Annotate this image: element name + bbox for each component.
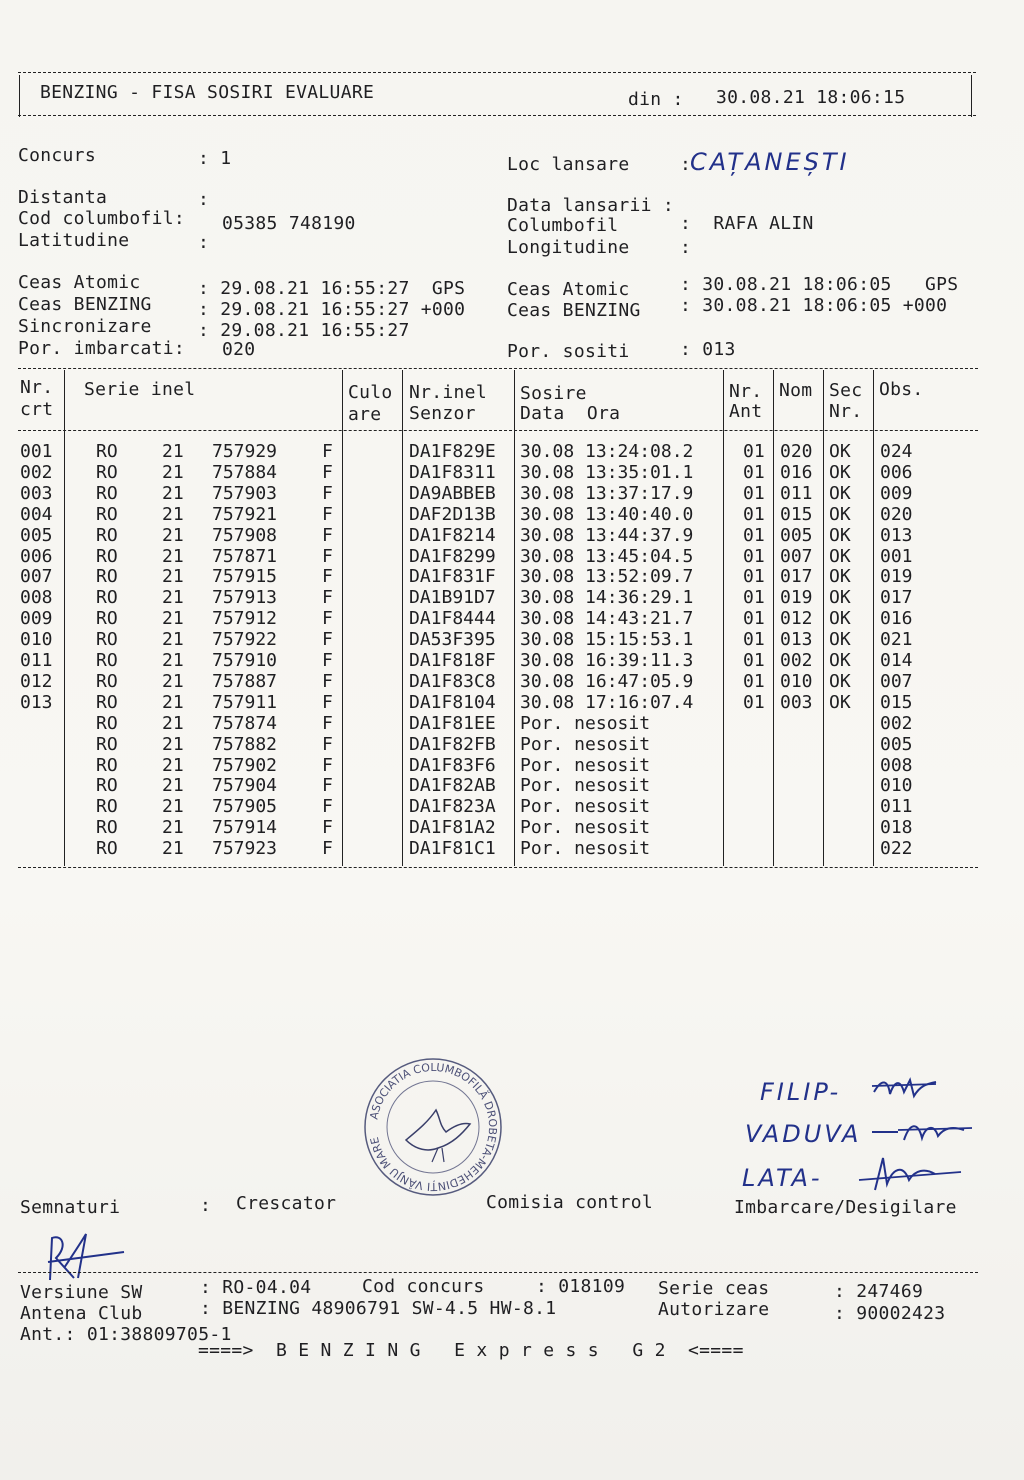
row-year: 21 [162,670,184,692]
table-bottom-border [18,867,978,868]
row-sensor: DA1B91D7 [409,587,496,609]
row-sensor: DA1F831F [409,566,496,588]
cod-columbofil-label: Cod columbofil: [18,208,186,229]
benzing-brand-line: ====> B E N Z I N G E x p r e s s G 2 <==== [198,1340,744,1361]
handwritten-signature-1 [870,1072,940,1106]
col-sep-sosire [723,370,724,866]
row-obs: 009 [880,482,913,504]
row-ant: 01 [743,650,765,671]
row-year: 21 [162,733,184,755]
distanta-label: Distanta [18,187,108,208]
row-year: 21 [162,691,184,713]
row-ant: 01 [743,441,765,462]
row-sex: F [322,566,333,588]
row-country: RO [96,838,118,860]
row-arrival: 30.08 13:52:09.7 [520,566,694,588]
row-country: RO [96,461,118,483]
concurs-label: Concurs [18,145,96,166]
row-sensor: DA9ABBEB [409,482,496,504]
row-obs: 022 [880,838,913,860]
row-sensor: DAF2D13B [409,503,496,525]
row-ant: 01 [743,691,765,713]
row-country: RO [96,650,118,671]
r-ceas-benzing-value: : 30.08.21 18:06:05 +000 [680,295,948,316]
row-arrival: 30.08 15:15:53.1 [520,629,694,651]
row-ring: 757904 [212,775,278,797]
ceas-atomic-value: : 29.08.21 16:55:27 GPS [198,278,466,299]
imbarcati-label: Por. imbarcati: [18,338,186,359]
signatures-label: Semnaturi [20,1197,121,1218]
longitudine-value: : [680,237,692,258]
row-ring: 757871 [212,545,278,567]
data-lansarii-label: Data lansarii : [507,195,675,216]
row-country: RO [96,441,118,462]
row-sec: OK [829,545,851,567]
row-sex: F [322,587,333,609]
row-nr: 005 [20,524,53,546]
row-sensor: DA1F82AB [409,775,496,797]
footer-top-border [18,1272,978,1273]
col-header-are: are [348,404,382,425]
row-obs: 015 [880,691,913,713]
row-ant: 01 [743,670,765,692]
row-arrival: Por. nesosit [520,817,651,839]
cod-concurs-label: Cod concurs [362,1276,485,1297]
row-ring: 757902 [212,754,278,776]
row-obs: 020 [880,503,913,525]
row-sex: F [322,524,333,546]
handwritten-name-1: FILIP- [760,1078,842,1106]
row-sec: OK [829,670,851,692]
col-sep-nom [823,370,824,866]
crescator-label: Crescator [236,1193,337,1214]
col-sep-senzor [514,370,515,866]
header-right-border [971,75,972,117]
serie-ceas-value: : 247469 [834,1281,924,1302]
row-sex: F [322,670,333,692]
sositi-label: Por. sositi [507,341,630,362]
loc-lansare-label: Loc lansare [507,154,630,175]
row-sensor: DA1F8311 [409,461,496,483]
row-arrival: 30.08 13:40:40.0 [520,503,694,525]
row-sensor: DA53F395 [409,629,496,651]
date-value: 30.08.21 18:06:15 [716,87,906,108]
row-sex: F [322,629,333,651]
row-arrival: 30.08 13:44:37.9 [520,524,694,546]
row-sex: F [322,545,333,567]
col-sep-sec [873,370,874,866]
sincronizare-label: Sincronizare [18,316,152,337]
antena-id-line: Ant.: 01:38809705-1 [20,1324,232,1345]
row-sec: OK [829,482,851,504]
row-nom: 010 [780,670,813,692]
row-obs: 014 [880,650,913,671]
row-obs: 001 [880,545,913,567]
row-ant: 01 [743,629,765,651]
document-title: BENZING - FISA SOSIRI EVALUARE [40,82,375,103]
row-arrival: Por. nesosit [520,796,651,818]
row-obs: 008 [880,754,913,776]
row-ring: 757914 [212,817,278,839]
row-country: RO [96,482,118,504]
col-sep-nr [64,370,65,866]
autorizare-label: Autorizare [658,1299,770,1320]
row-nr: 006 [20,545,53,567]
row-country: RO [96,524,118,546]
col-sep-culoare [402,370,403,866]
row-year: 21 [162,524,184,546]
row-sensor: DA1F829E [409,441,496,462]
row-arrival: Por. nesosit [520,733,651,755]
serie-ceas-label: Serie ceas [658,1278,770,1299]
row-obs: 016 [880,608,913,630]
row-arrival: 30.08 16:39:11.3 [520,650,694,671]
row-obs: 007 [880,670,913,692]
imbarcati-value: 020 [222,339,256,360]
row-sex: F [322,691,333,713]
row-sex: F [322,441,333,462]
row-country: RO [96,608,118,630]
row-obs: 021 [880,629,913,651]
row-ring: 757912 [212,608,278,630]
row-year: 21 [162,441,184,462]
col-sep-serie [342,370,343,866]
row-nom: 015 [780,503,813,525]
row-nom: 017 [780,566,813,588]
row-ring: 757874 [212,712,278,734]
row-nr: 002 [20,461,53,483]
row-year: 21 [162,838,184,860]
row-obs: 010 [880,775,913,797]
longitudine-label: Longitudine [507,237,630,258]
row-nr: 001 [20,441,53,462]
row-arrival: 30.08 14:36:29.1 [520,587,694,609]
latitudine-label: Latitudine [18,230,130,251]
row-obs: 006 [880,461,913,483]
r-ceas-atomic-value: : 30.08.21 18:06:05 GPS [680,274,959,295]
row-sec: OK [829,461,851,483]
row-arrival: 30.08 17:16:07.4 [520,691,694,713]
row-nr: 011 [20,650,53,671]
row-nr: 013 [20,691,53,713]
crescator-signature [28,1228,138,1288]
row-country: RO [96,629,118,651]
r-ceas-benzing-label: Ceas BENZING [507,300,641,321]
row-country: RO [96,566,118,588]
row-nr: 007 [20,566,53,588]
row-country: RO [96,587,118,609]
row-ring: 757910 [212,650,278,671]
antena-club-label: Antena Club [20,1303,143,1324]
row-sex: F [322,775,333,797]
row-ring: 757922 [212,629,278,651]
row-sex: F [322,817,333,839]
row-ring: 757921 [212,503,278,525]
row-obs: 017 [880,587,913,609]
row-country: RO [96,712,118,734]
antena-club-value: : BENZING 48906791 SW-4.5 HW-8.1 [200,1298,557,1319]
row-nr: 012 [20,670,53,692]
r-ceas-atomic-label: Ceas Atomic [507,279,630,300]
row-nom: 005 [780,524,813,546]
col-header-sec-nr: Nr. [829,401,863,422]
row-nr: 009 [20,608,53,630]
handwritten-name-2: VADUVA [745,1120,862,1148]
row-arrival: 30.08 13:45:04.5 [520,545,694,567]
row-sec: OK [829,629,851,651]
row-sensor: DA1F81C1 [409,838,496,860]
row-sec: OK [829,691,851,713]
row-year: 21 [162,482,184,504]
row-obs: 024 [880,441,913,462]
row-country: RO [96,775,118,797]
header-bottom-border [18,115,976,116]
row-country: RO [96,754,118,776]
row-arrival: Por. nesosit [520,712,651,734]
row-ant: 01 [743,482,765,504]
row-ring: 757905 [212,796,278,818]
row-sex: F [322,754,333,776]
row-ring: 757884 [212,461,278,483]
row-sec: OK [829,608,851,630]
row-sex: F [322,796,333,818]
col-header-senzor: Senzor [409,403,476,424]
row-sec: OK [829,441,851,462]
row-sensor: DA1F8214 [409,524,496,546]
row-sex: F [322,482,333,504]
row-ant: 01 [743,461,765,483]
row-sex: F [322,461,333,483]
row-obs: 019 [880,566,913,588]
row-country: RO [96,545,118,567]
row-ring: 757908 [212,524,278,546]
col-header-serie: Serie inel [84,379,196,400]
row-arrival: 30.08 13:24:08.2 [520,441,694,462]
ceas-atomic-label: Ceas Atomic [18,272,141,293]
row-nom: 007 [780,545,813,567]
row-year: 21 [162,545,184,567]
row-year: 21 [162,817,184,839]
row-ring: 757923 [212,838,278,860]
row-country: RO [96,691,118,713]
autorizare-value: : 90002423 [834,1303,946,1324]
row-nr: 003 [20,482,53,504]
row-sex: F [322,838,333,860]
row-obs: 002 [880,712,913,734]
row-country: RO [96,817,118,839]
versiune-sw-label: Versiune SW [20,1282,143,1303]
loc-lansare-handwritten: CAȚANEȘTI [690,148,850,176]
columbofil-value: : RAFA ALIN [680,213,814,234]
row-country: RO [96,670,118,692]
col-header-ant: Ant [729,401,763,422]
row-country: RO [96,796,118,818]
row-nom: 019 [780,587,813,609]
row-ring: 757911 [212,691,278,713]
row-obs: 011 [880,796,913,818]
row-sensor: DA1F818F [409,650,496,671]
handwritten-signature-3 [845,1150,965,1196]
row-ring: 757887 [212,670,278,692]
cod-columbofil-value: 05385 748190 [222,213,356,234]
col-header-obs: Obs. [879,379,924,400]
row-ring: 757915 [212,566,278,588]
row-sec: OK [829,650,851,671]
row-ring: 757929 [212,441,278,462]
col-header-sosire: Sosire [520,383,587,404]
row-arrival: 30.08 13:37:17.9 [520,482,694,504]
row-nom: 020 [780,441,813,462]
row-year: 21 [162,775,184,797]
header-left-border [19,75,20,117]
signatures-colon: : [200,1195,212,1216]
concurs-value: : 1 [198,148,232,169]
row-sensor: DA1F8299 [409,545,496,567]
row-year: 21 [162,608,184,630]
row-nom: 012 [780,608,813,630]
col-header-crt: crt [20,399,54,420]
row-year: 21 [162,566,184,588]
row-ant: 01 [743,566,765,588]
table-top-border [18,368,978,369]
cod-concurs-value: : 018109 [536,1276,626,1297]
row-ant: 01 [743,608,765,630]
col-header-data-ora: Data Ora [520,403,621,424]
row-ring: 757903 [212,482,278,504]
row-year: 21 [162,461,184,483]
row-arrival: 30.08 13:35:01.1 [520,461,694,483]
row-ant: 01 [743,587,765,609]
row-ant: 01 [743,524,765,546]
col-header-nom: Nom [779,380,813,401]
row-nr: 004 [20,503,53,525]
col-header-nr-ant: Nr. [729,381,763,402]
row-sex: F [322,608,333,630]
row-sensor: DA1F83F6 [409,754,496,776]
row-sex: F [322,503,333,525]
row-year: 21 [162,712,184,734]
row-sec: OK [829,524,851,546]
table-header-border [18,430,978,431]
row-arrival: Por. nesosit [520,754,651,776]
stamp-text: ASOCIATIA COLUMBOFILĂ DROBETA-MEHEDINȚI VÂNJU MARE [367,1060,500,1194]
dove-icon [406,1110,470,1150]
row-ant: 01 [743,545,765,567]
row-nom: 013 [780,629,813,651]
row-ring: 757882 [212,733,278,755]
row-nr: 008 [20,587,53,609]
row-year: 21 [162,503,184,525]
ceas-benzing-label: Ceas BENZING [18,294,152,315]
row-country: RO [96,733,118,755]
comisia-control-label: Comisia control [486,1192,654,1213]
handwritten-signature-2 [868,1116,978,1150]
loc-lansare-colon: : [680,154,692,175]
row-sec: OK [829,566,851,588]
distanta-value: : [198,189,210,210]
sositi-value: : 013 [680,339,736,360]
col-header-nr-inel: Nr.inel [409,382,487,403]
row-sensor: DA1F8444 [409,608,496,630]
ceas-benzing-value: : 29.08.21 16:55:27 +000 [198,299,466,320]
row-country: RO [96,503,118,525]
row-ring: 757913 [212,587,278,609]
row-sensor: DA1F81EE [409,712,496,734]
row-year: 21 [162,754,184,776]
handwritten-name-3: LATA- [742,1164,823,1192]
col-header-nr: Nr. [20,377,54,398]
col-header-sec: Sec [829,380,863,401]
row-nom: 002 [780,650,813,671]
row-nom: 011 [780,482,813,504]
latitudine-value: : [198,232,210,253]
header-top-border [18,72,976,73]
row-year: 21 [162,796,184,818]
versiune-sw-value: : RO-04.04 [200,1277,312,1298]
columbofil-label: Columbofil [507,215,619,236]
row-arrival: 30.08 14:43:21.7 [520,608,694,630]
row-sex: F [322,733,333,755]
row-ant: 01 [743,503,765,525]
row-sensor: DA1F81A2 [409,817,496,839]
date-label: din : [628,89,684,110]
row-arrival: 30.08 16:47:05.9 [520,670,694,692]
row-nom: 003 [780,691,813,713]
row-obs: 005 [880,733,913,755]
row-sensor: DA1F82FB [409,733,496,755]
row-arrival: Por. nesosit [520,775,651,797]
row-sensor: DA1F823A [409,796,496,818]
row-obs: 018 [880,817,913,839]
row-sensor: DA1F83C8 [409,670,496,692]
col-sep-ant [773,370,774,866]
row-sex: F [322,650,333,671]
imbarcare-desigilare-label: Imbarcare/Desigilare [734,1197,957,1218]
sincronizare-value: : 29.08.21 16:55:27 [198,320,410,341]
col-header-culo: Culo [348,382,393,403]
row-arrival: Por. nesosit [520,838,651,860]
row-sec: OK [829,587,851,609]
row-sec: OK [829,503,851,525]
row-year: 21 [162,650,184,671]
row-sensor: DA1F8104 [409,691,496,713]
row-sex: F [322,712,333,734]
row-nr: 010 [20,629,53,651]
row-year: 21 [162,629,184,651]
row-nom: 016 [780,461,813,483]
row-obs: 013 [880,524,913,546]
association-stamp [358,1052,508,1202]
row-year: 21 [162,587,184,609]
